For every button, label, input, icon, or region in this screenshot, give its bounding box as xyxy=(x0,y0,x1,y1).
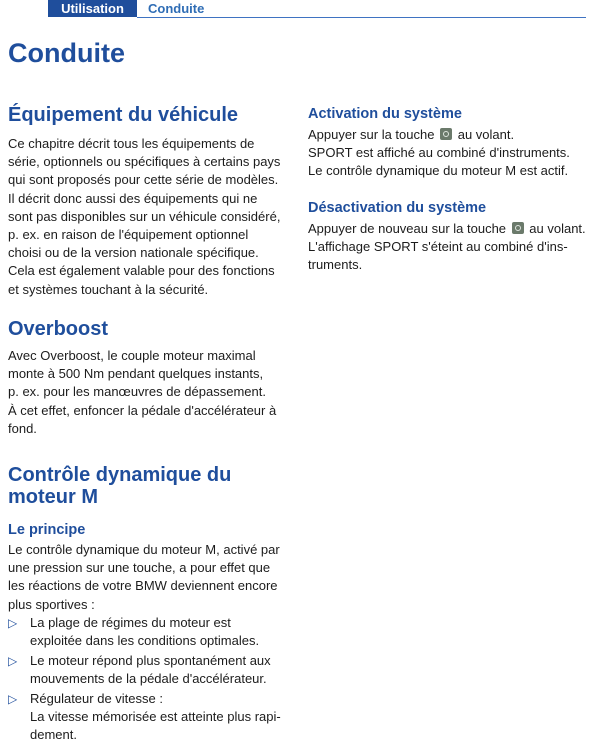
sport-button-icon xyxy=(440,128,452,140)
page-header xyxy=(0,0,603,20)
activation-text: Appuyer sur la touche au volant. SPORT est affiché au combiné d'instruments. Le contrôle dynamique du moteur M est actif. xyxy=(308,127,570,179)
overboost-text: Avec Overboost, le couple moteur maximal monte à 500 Nm pendant quelques instants, p. ex. pour les manœuvres de dépassement. À cet effet, enfoncer la pédale d'accélérateur à fond. xyxy=(8,348,277,436)
triangle-bullet-icon: ▷ xyxy=(8,654,18,668)
triangle-bullet-icon: ▷ xyxy=(8,692,18,706)
activation-heading: Activation du système xyxy=(308,106,462,122)
chapter-label: Conduite xyxy=(148,1,205,16)
section-tab: Utilisation xyxy=(48,0,137,17)
deactivation-heading: Désactivation du système xyxy=(308,200,487,216)
overboost-heading: Overboost xyxy=(8,318,109,340)
equipment-text: Ce chapitre décrit tous les équipements de série, optionnels ou spécifiques à certains pays qui sont proposés pour cette série de modèles. Il décrit donc aussi des équipements qui ne sont pas disponibles sur un véhicule considéré, p. ex. en raison de l'équipement optionnel choisi ou de la version nationale spécifique. Cela est également valable pour des fonctions et systèmes touchant à la sécurité. xyxy=(8,136,281,297)
header-rule xyxy=(137,17,586,18)
page-title: Conduite xyxy=(8,38,125,68)
principle-text: Le contrôle dynamique du moteur M, activé par une pression sur une touche, a pour effet que les réactions de votre BMW deviennent encore plus sportives : xyxy=(8,542,280,612)
dynamic-heading: Contrôle dynamique du moteur M xyxy=(8,464,232,508)
principle-heading: Le principe xyxy=(8,522,86,538)
deactivation-text: Appuyer de nouveau sur la touche au volant. L'affichage SPORT s'éteint au combiné d'ins- truments. xyxy=(308,221,586,273)
equipment-heading: Équipement du véhicule xyxy=(8,104,239,126)
triangle-bullet-icon: ▷ xyxy=(8,616,18,630)
sport-button-icon xyxy=(512,222,524,234)
